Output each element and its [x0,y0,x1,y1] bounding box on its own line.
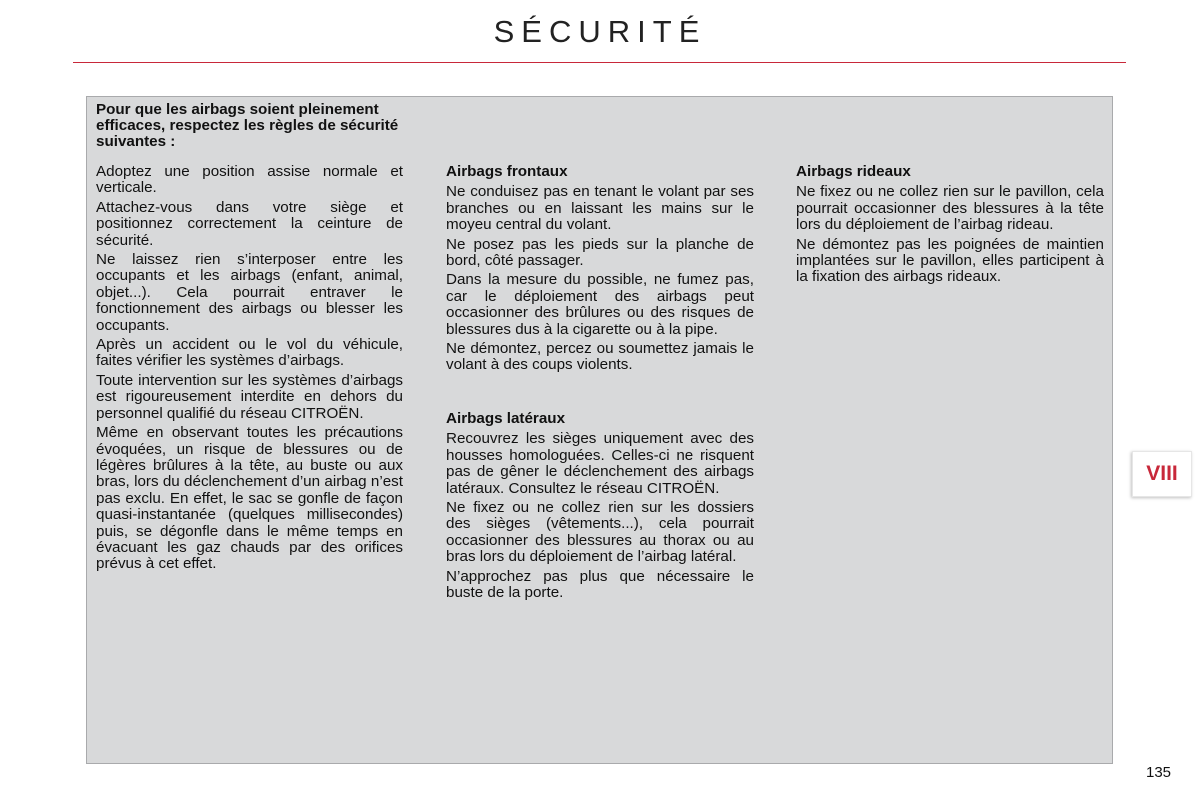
column-frontal-side-airbags [446,164,754,604]
section-spacer [446,377,754,411]
paragraph: Recouvrez les sièges uniquement avec des housses homologuées. Celles-ci ne risquent pas de gêner le déclenchement des airbags latéraux. Consultez le réseau CITROËN. [446,430,754,497]
paragraph: Attachez-vous dans votre siège et positionnez correctement la ceinture de sécurité. [96,198,403,249]
section-heading-frontaux: Airbags frontaux [446,163,568,180]
page-title: SÉCURITÉ [493,14,707,49]
paragraph: Adoptez une position assise normale et verticale. [96,163,403,197]
column-curtain-airbags [796,164,1104,289]
paragraph: Toute intervention sur les systèmes d’airbags est rigoureusement interdite en dehors du personnel qualifié du réseau CITROËN. [96,371,403,422]
paragraph: Après un accident ou le vol du véhicule, faites vérifier les systèmes d’airbags. [96,336,403,370]
paragraph: Ne démontez pas les poignées de maintien implantées sur le pavillon, elles participent à la fixation des airbags rideaux. [796,235,1104,286]
paragraph: Dans la mesure du possible, ne fumez pas, car le déploiement des airbags peut occasionner des brûlures ou des risques de blessures dus à la cigarette ou à la pipe. [446,271,754,338]
section-heading-rideaux: Airbags rideaux [796,163,911,180]
paragraph: Ne posez pas les pieds sur la planche de bord, côté passager. [446,235,754,270]
paragraph: Ne fixez ou ne collez rien sur le pavillon, cela pourrait occasionner des blessures à la tête lors du déploiement de l’airbag rideau. [796,183,1104,234]
column-general-rules [96,164,403,576]
paragraph: Ne laissez rien s’interposer entre les occupants et les airbags (enfant, animal, objet...). Cela pourrait entraver le fonctionnement des airbags ou blesser les occupants. [96,251,403,334]
chapter-tab[interactable]: VIII [1132,451,1192,497]
paragraph: Ne fixez ou ne collez rien sur les dossiers des sièges (vêtements...), cela pourrait occasionner des blessures au thorax ou au bras lors du déploiement de l’airbag latéral. [446,498,754,566]
paragraph: Ne démontez, percez ou soumettez jamais le volant à des coups violents. [446,340,754,374]
intro-heading: Pour que les airbags soient pleinement efficaces, respectez les règles de sécurité suivantes : [96,101,399,150]
section-heading-lateraux: Airbags latéraux [446,409,566,427]
page-number: 135 [1146,764,1172,781]
paragraph: Ne conduisez pas en tenant le volant par ses branches ou en laissant les mains sur le moyeu central du volant. [446,183,754,234]
title-divider [73,62,1126,63]
paragraph: Même en observant toutes les précautions évoquées, un risque de blessures ou de légères brûlures à la tête, au buste ou aux bras, lors du déclenchement d’un airbag n’est pas exclu. En effet, le sac se gonfle de façon quasi-instantanée (quelques millisecondes) puis, se dégonfle dans le même temps en évacuant les gaz chauds par des orifices prévus à cet effet. [96,424,403,573]
paragraph: N’approchez pas plus que nécessaire le buste de la porte. [446,567,754,601]
